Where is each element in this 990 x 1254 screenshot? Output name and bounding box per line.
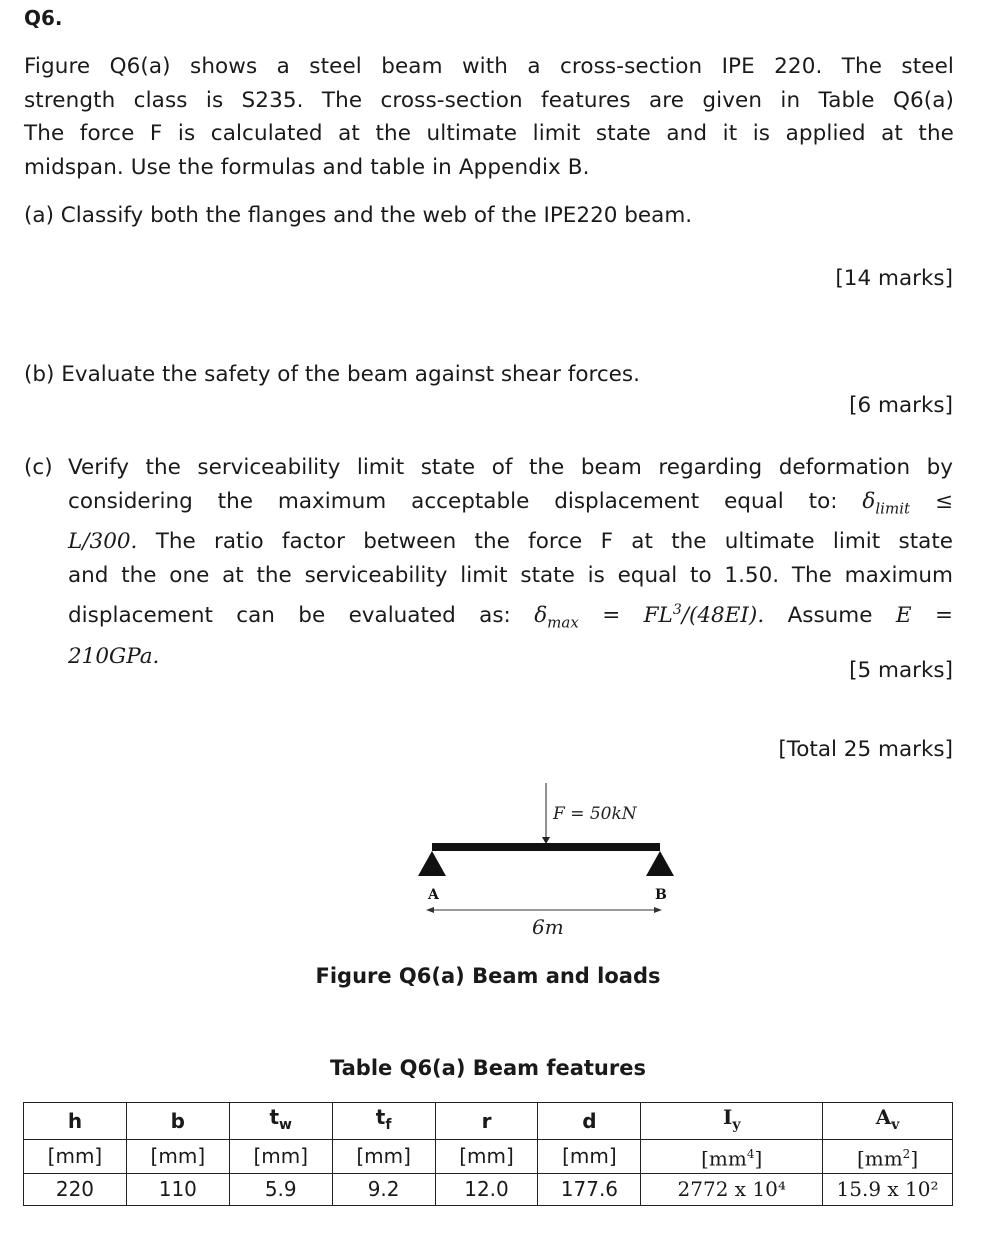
intro-line: strength class is S235. The cross-section features are given in Table Q6(a) <box>24 87 954 113</box>
unit-cell: [mm] <box>435 1140 538 1174</box>
part-c-line2-text: considering the maximum acceptable displacement equal to: <box>68 489 838 514</box>
table-units-row <box>24 1140 953 1174</box>
unit-cell: [mm] <box>126 1140 229 1174</box>
delta-max-math: $\delta_{max} = FL^3/(48EI)$. <box>534 602 765 632</box>
support-a-label: A <box>428 887 439 903</box>
table-caption: Table Q6(a) Beam features <box>330 1056 646 1080</box>
part-b-text: (b) Evaluate the safety of the beam against shear forces. <box>24 362 640 387</box>
e-equals-math: E = <box>895 603 953 629</box>
value-cell: 12.0 <box>435 1173 538 1205</box>
part-a-text: (a) Classify both the flanges and the web of the IPE220 beam. <box>24 203 693 228</box>
value-cell: 220 <box>24 1173 127 1205</box>
value-cell: 5.9 <box>229 1173 332 1205</box>
unit-cell: [mm] <box>332 1140 435 1174</box>
table-values-row <box>24 1173 953 1205</box>
table-header-row <box>24 1103 953 1140</box>
figure-caption: Figure Q6(a) Beam and loads <box>315 964 661 988</box>
support-b-triangle <box>646 851 674 876</box>
intro-line: Figure Q6(a) shows a steel beam with a cross-section IPE 220. The steel <box>24 54 954 79</box>
beam-figure <box>400 775 700 955</box>
header-r: r <box>435 1103 538 1140</box>
span-arrow-left <box>426 907 434 913</box>
unit-cell: [mm] <box>538 1140 641 1174</box>
header-tf: $t_f$ <box>332 1103 435 1140</box>
intro-line: The force F is calculated at the ultimate limit state and it is applied at the <box>24 121 954 146</box>
unit-cell: $[mm^2]$ <box>823 1140 953 1174</box>
unit-cell: $[mm^4]$ <box>641 1140 823 1174</box>
assume-word: Assume <box>787 603 873 629</box>
beam-features-table <box>23 1102 953 1206</box>
unit-cell: [mm] <box>24 1140 127 1174</box>
part-c-label: (c) <box>24 455 53 480</box>
span-arrow-right <box>654 907 662 913</box>
value-cell: 15.9 x 10² <box>823 1173 953 1205</box>
part-c-line3-text: The ratio factor between the force F at the ultimate limit state <box>155 529 953 555</box>
header-tw: $t_w$ <box>229 1103 332 1140</box>
part-c-line <box>68 593 953 639</box>
part-b-marks: [6 marks] <box>849 393 953 418</box>
span-label: 6m <box>532 915 564 939</box>
part-c-text <box>68 451 953 674</box>
header-av: $A_v$ <box>823 1103 953 1140</box>
part-c-line: 210GPa. <box>68 643 160 669</box>
header-d: d <box>538 1103 641 1140</box>
question-title: Q6. <box>24 6 63 30</box>
value-cell: 110 <box>126 1173 229 1205</box>
intro-line: midspan. Use the formulas and table in Appendix B. <box>24 154 590 180</box>
header-h: h <box>24 1103 127 1140</box>
part-c-line: Verify the serviceability limit state of the beam regarding deformation by <box>68 455 953 480</box>
value-cell: 2772 x 10⁴ <box>641 1173 823 1205</box>
beam-body <box>432 843 660 851</box>
unit-cell: [mm] <box>229 1140 332 1174</box>
part-c-line <box>68 525 953 559</box>
force-arrow-head <box>542 837 550 844</box>
part-c-marks: [5 marks] <box>849 658 953 683</box>
part-c-line5-text: displacement can be evaluated as: <box>68 603 511 629</box>
l-over-300-math: L/300. <box>68 529 138 555</box>
value-cell: 177.6 <box>538 1173 641 1205</box>
value-cell: 9.2 <box>332 1173 435 1205</box>
part-c-line: and the one at the serviceability limit state is equal to 1.50. The maximum <box>68 563 953 589</box>
part-a-marks: [14 marks] <box>835 266 953 291</box>
support-b-label: B <box>655 887 667 903</box>
header-b: b <box>126 1103 229 1140</box>
delta-limit-math: $\delta_{limit}$ ≤ <box>862 489 953 518</box>
total-marks: [Total 25 marks] <box>778 737 953 762</box>
part-c-line <box>68 485 953 525</box>
support-a-triangle <box>418 851 446 876</box>
force-label: F = 50kN <box>553 804 637 824</box>
header-iy: $I_y$ <box>641 1103 823 1140</box>
question-intro <box>24 50 954 184</box>
